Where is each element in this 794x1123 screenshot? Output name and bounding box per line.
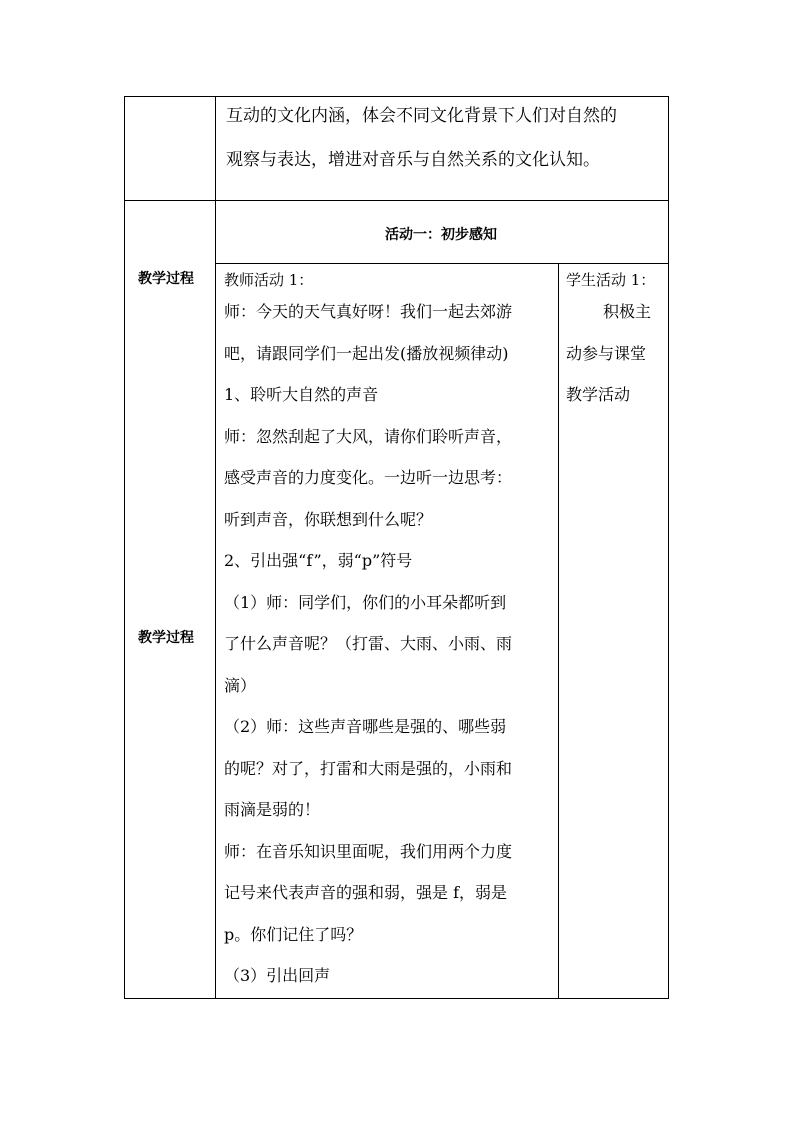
teacher-line: 吧，请跟同学们一起出发(播放视频律动)	[224, 344, 509, 363]
teacher-line: 滴）	[224, 676, 257, 695]
teacher-line: 2、引出强“f”，弱“p”符号	[224, 551, 413, 570]
student-line: 教学活动	[566, 385, 631, 404]
left-label-teaching-process-1: 教学过程	[138, 271, 194, 287]
table-right-border	[668, 96, 669, 999]
teacher-line: 师：今天的天气真好呀！我们一起去郊游	[224, 302, 513, 321]
teacher-line: p。你们记住了吗？	[224, 925, 363, 944]
student-line: 动参与课堂	[566, 344, 647, 363]
teacher-line: 师：忽然刮起了大风，请你们聆听声音，	[224, 427, 513, 446]
teacher-line: 师：在音乐知识里面呢，我们用两个力度	[224, 842, 513, 861]
teacher-activity-header: 教师活动 1：	[224, 271, 314, 289]
left-label-teaching-process-2: 教学过程	[138, 630, 194, 646]
teacher-line: 的呢？对了，打雷和大雨是强的，小雨和	[224, 759, 513, 778]
teacher-line: （2）师：这些声音哪些是强的、哪些弱	[224, 717, 507, 736]
teacher-line: 听到声音，你联想到什么呢？	[224, 510, 433, 529]
top-cell-line-2: 观察与表达，增进对音乐与自然关系的文化认知。	[226, 150, 600, 170]
teacher-line: 1、聆听大自然的声音	[224, 385, 379, 404]
table-bottom-border	[124, 998, 669, 999]
activity-title-divider	[215, 263, 669, 264]
activity-title: 活动一：初步感知	[385, 227, 497, 243]
table-column-divider	[215, 96, 216, 999]
student-line: 积极主	[603, 302, 652, 321]
teacher-line: 感受声音的力度变化。一边听一边思考：	[224, 468, 513, 487]
teacher-line: 雨滴是弱的！	[224, 800, 321, 819]
teacher-line: （3）引出回声	[224, 966, 331, 985]
student-column-divider	[558, 263, 559, 999]
table-left-border	[124, 96, 125, 999]
top-cell-line-1: 互动的文化内涵，体会不同文化背景下人们对自然的	[226, 106, 617, 126]
teacher-line: 记号来代表声音的强和弱，强是 f，弱是	[224, 883, 508, 902]
teacher-line: （1）师：同学们，你们的小耳朵都听到	[224, 593, 507, 612]
section-divider	[124, 200, 669, 201]
student-activity-header: 学生活动 1：	[566, 271, 656, 289]
teacher-line: 了什么声音呢？（打雷、大雨、小雨、雨	[224, 634, 513, 653]
